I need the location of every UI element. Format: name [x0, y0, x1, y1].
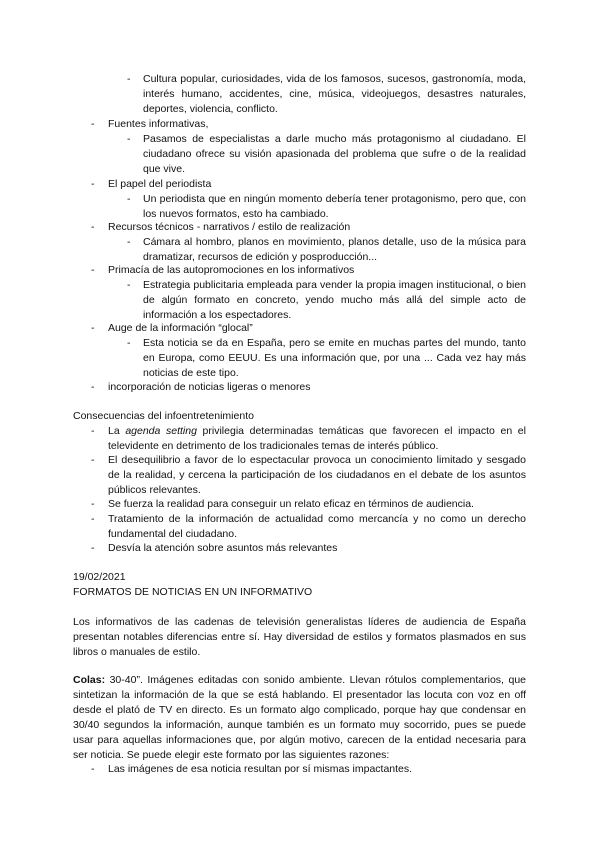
item-primacia: Primacía de las autopromociones en los informativos	[108, 264, 355, 276]
bullet-dash: -	[127, 337, 131, 349]
item-incorporacion: incorporación de noticias ligeras o menores	[108, 381, 311, 393]
bullet-dash: -	[91, 221, 95, 233]
consecuencia-3: Se fuerza la realidad para conseguir un relato eficaz en términos de audiencia.	[108, 498, 474, 510]
bullet-dash: -	[91, 381, 95, 393]
consecuencia-1: La agenda setting privilegia determinadas temáticas que favorecen el impacto en el televidente en detrimento de los tradicionales temas de interés público.	[108, 425, 526, 452]
colas-label: Colas:	[73, 674, 106, 686]
bullet-dash: -	[91, 264, 95, 276]
bullet-dash: -	[91, 118, 95, 130]
subitem-primacia: Estrategia publicitaria empleada para vender la propia imagen institucional, o bien de algún formato en concreto, yendo mucho más allá del simple acto de información a los espectadores.	[143, 279, 526, 321]
intro-paragraph: Los informativos de las cadenas de televisión generalistas líderes de audiencia de España presentan notables diferencias entre sí. Hay diversidad de estilos y formatos plasmados en sus libros o manuales de estilo.	[73, 616, 526, 658]
bullet-dash: -	[91, 513, 95, 525]
consecuencia-2: El desequilibrio a favor de lo espectacular provoca un conocimiento limitado y sesgado de la realidad, y cercena la participación de los ciudadanos en el debate de los asuntos públicos relevantes.	[108, 454, 526, 496]
bullet-dash: -	[127, 133, 131, 145]
bullet-dash: -	[91, 542, 95, 554]
bullet-dash: -	[91, 763, 95, 775]
colas-paragraph: Colas: 30-40”. Imágenes editadas con sonido ambiente. Llevan rótulos complementarios, que sintetizan la información de la que se está hablando. El presentador las locuta con voz en off desde el plató de TV en directo. Es un formato algo complicado, porque hay que condensar en 30/40 segundos la información, aunque también es un formato muy socorrido, pues se puede usar para aquellas informaciones que, por algún motivo, carecen de la entidad necesaria para ser noticia. Se puede elegir este formato por las siguientes razones:	[73, 674, 526, 761]
item-fuentes: Fuentes informativas,	[108, 118, 209, 130]
bullet-dash: -	[91, 322, 95, 334]
section-title: FORMATOS DE NOTICIAS EN UN INFORMATIVO	[73, 586, 313, 598]
bullet-dash: -	[91, 425, 95, 437]
bullet-dash: -	[127, 193, 131, 205]
bullet-dash: -	[127, 236, 131, 248]
item-papel: El papel del periodista	[108, 178, 212, 190]
bullet-dash: -	[127, 279, 131, 291]
bullet-dash: -	[91, 178, 95, 190]
colas-reason-1: Las imágenes de esa noticia resultan por sí mismas impactantes.	[108, 763, 413, 775]
bullet-dash: -	[127, 73, 131, 85]
consecuencias-heading: Consecuencias del infoentretenimiento	[73, 410, 254, 422]
item-recursos: Recursos técnicos - narrativos / estilo de realización	[108, 221, 351, 233]
date: 19/02/2021	[73, 571, 126, 583]
subitem-cultura: Cultura popular, curiosidades, vida de los famosos, sucesos, gastronomía, moda, interés humano, accidentes, cine, música, videojuegos, desastres naturales, deportes, violencia, conflicto.	[143, 73, 526, 115]
bullet-dash: -	[91, 498, 95, 510]
consecuencia-4: Tratamiento de la información de actualidad como mercancía y no como un derecho fundamental del ciudadano.	[108, 513, 526, 540]
subitem-papel: Un periodista que en ningún momento debería tener protagonismo, pero que, con los nuevos formatos, esto ha cambiado.	[143, 193, 526, 220]
subitem-auge: Esta noticia se da en España, pero se emite en muchas partes del mundo, tanto en Europa, como EEUU. Es una información que, por una ... Cada vez hay más noticias de este tipo.	[143, 337, 526, 379]
item-auge: Auge de la información “glocal”	[108, 322, 253, 334]
subitem-fuentes: Pasamos de especialistas a darle mucho más protagonismo al ciudadano. El ciudadano ofrece su visión apasionada del problema que sufre o de la realidad que vive.	[143, 133, 526, 175]
bullet-dash: -	[91, 454, 95, 466]
agenda-setting-term: agenda setting	[125, 425, 197, 437]
consecuencia-5: Desvía la atención sobre asuntos más relevantes	[108, 542, 338, 554]
subitem-recursos: Cámara al hombro, planos en movimiento, planos detalle, uso de la música para dramatizar, recursos de edición y posproducción...	[143, 236, 526, 263]
